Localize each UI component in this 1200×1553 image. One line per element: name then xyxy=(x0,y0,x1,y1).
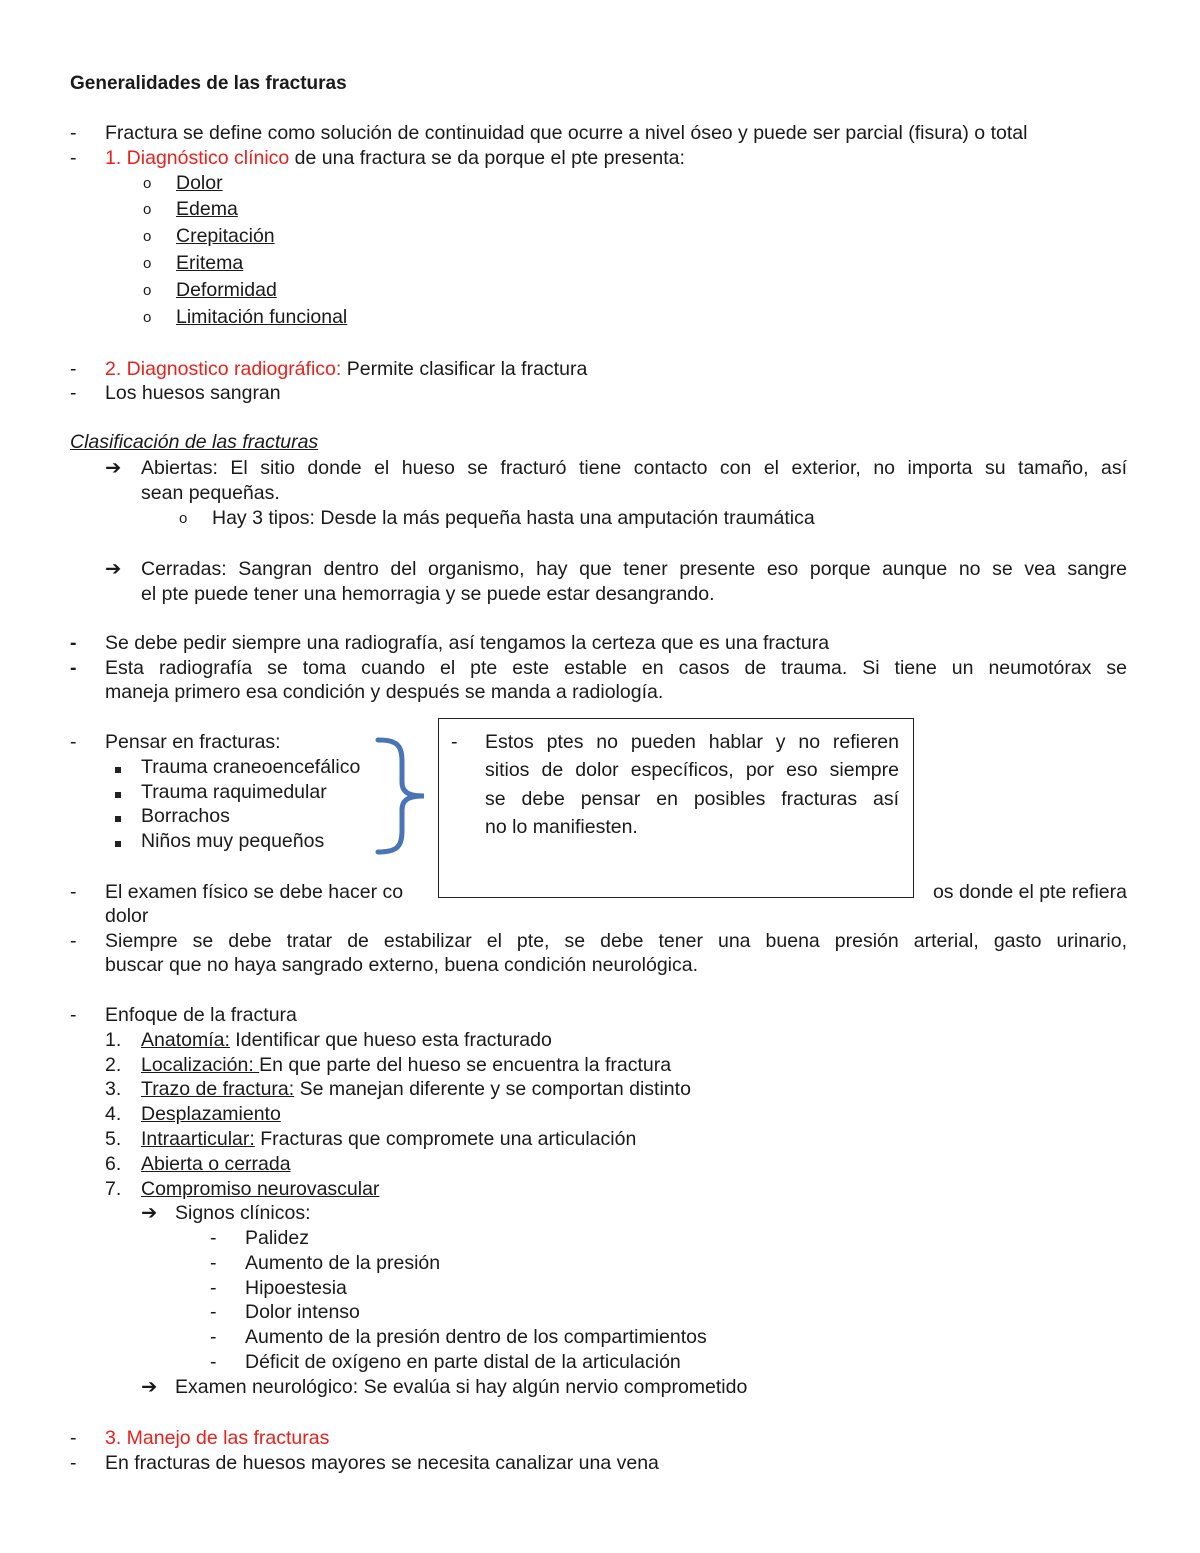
list-item: Eritema xyxy=(176,252,244,274)
diag-radiografico-line xyxy=(105,357,587,381)
list-item: Edema xyxy=(176,198,238,220)
stabilize-text: Siempre se debe tratar de estabilizar el pte, se debe tener una buena presión arterial, gasto urinario, xyxy=(105,930,1127,952)
diag-clinico-line xyxy=(105,146,685,170)
list-dash: - xyxy=(70,881,77,903)
step-number: 5. xyxy=(105,1128,122,1150)
step-number: 3. xyxy=(105,1078,122,1100)
list-bullet-o: o xyxy=(143,282,152,299)
list-dash: - xyxy=(210,1277,217,1299)
management-title: 3. Manejo de las fracturas xyxy=(105,1427,330,1449)
list-item xyxy=(141,1152,291,1176)
list-item: Palidez xyxy=(245,1227,309,1249)
clinical-signs-title: Signos clínicos: xyxy=(175,1202,311,1224)
step-label: Abierta o cerrada xyxy=(141,1153,291,1175)
note-line: Estos ptes no pueden hablar y no refieren xyxy=(485,731,899,753)
exam-text-cont: dolor xyxy=(105,905,149,927)
exam-text-left: El examen físico se debe hacer co xyxy=(105,881,404,903)
list-item: Deformidad xyxy=(176,279,277,301)
list-item: Aumento de la presión dentro de los compartimientos xyxy=(245,1326,707,1348)
vein-text: En fracturas de huesos mayores se necesita canalizar una vena xyxy=(105,1452,659,1474)
list-dash: - xyxy=(70,122,77,144)
neuro-exam-text: Examen neurológico: Se evalúa si hay algún nervio comprometido xyxy=(175,1376,748,1398)
list-item xyxy=(141,1028,552,1052)
step-label: Anatomía: xyxy=(141,1029,230,1051)
step-text: Identificar que hueso esta fracturado xyxy=(229,1029,552,1051)
list-item xyxy=(141,1077,691,1101)
open-fracture-text-cont: sean pequeñas. xyxy=(141,482,280,504)
list-item xyxy=(141,1102,281,1126)
list-item: Dolor xyxy=(176,172,223,194)
note-textbox xyxy=(438,718,914,898)
list-bullet-o: o xyxy=(143,309,152,326)
list-dash: - xyxy=(210,1326,217,1348)
list-item: Aumento de la presión xyxy=(245,1252,441,1274)
list-dash: - xyxy=(210,1301,217,1323)
list-bullet-o: o xyxy=(143,201,152,218)
list-item: Niños muy pequeños xyxy=(141,830,325,852)
square-bullet-icon xyxy=(115,755,121,779)
list-bullet-o: o xyxy=(143,255,152,272)
list-item: Trauma craneoencefálico xyxy=(141,756,361,778)
xray-stable-text-cont: maneja primero esa condición y después se manda a radiología. xyxy=(105,681,664,703)
bleed-text: Los huesos sangran xyxy=(105,382,281,404)
list-dash: - xyxy=(210,1227,217,1249)
xray-always-text: Se debe pedir siempre una radiografía, así tengamos la certeza que es una fractura xyxy=(105,632,830,654)
note-line: se debe pensar en posibles fracturas así xyxy=(485,788,899,810)
list-dash: - xyxy=(70,632,77,654)
open-types-text: Hay 3 tipos: Desde la más pequeña hasta una amputación traumática xyxy=(212,507,815,529)
list-item: Borrachos xyxy=(141,805,230,827)
step-label: Compromiso neurovascular xyxy=(141,1178,380,1200)
closed-fracture-text-cont: el pte puede tener una hemorragia y se puede estar desangrando. xyxy=(141,583,715,605)
list-dash: - xyxy=(70,731,77,753)
step-number: 6. xyxy=(105,1153,122,1175)
list-item xyxy=(141,1177,379,1201)
list-dash: - xyxy=(451,731,458,753)
section-title-clasificacion: Clasificación de las fracturas xyxy=(70,431,319,453)
think-fractures-text: Pensar en fracturas: xyxy=(105,731,281,753)
list-item xyxy=(141,1127,636,1151)
list-dash: - xyxy=(210,1252,217,1274)
step-number: 2. xyxy=(105,1054,122,1076)
arrow-icon: ➔ xyxy=(105,457,122,479)
step-number: 4. xyxy=(105,1103,122,1125)
list-dash: - xyxy=(70,382,77,404)
list-item: Trauma raquimedular xyxy=(141,781,327,803)
curly-brace-icon xyxy=(372,736,432,856)
list-item: Limitación funcional xyxy=(176,306,348,328)
list-dash: - xyxy=(210,1351,217,1373)
diag-radiografico-text: Permite clasificar la fractura xyxy=(341,358,588,380)
stabilize-text-cont: buscar que no haya sangrado externo, buena condición neurológica. xyxy=(105,954,699,976)
square-bullet-icon xyxy=(115,780,121,804)
list-item: Crepitación xyxy=(176,225,275,247)
arrow-icon: ➔ xyxy=(105,558,122,580)
diag-clinico-text: de una fractura se da porque el pte presenta: xyxy=(289,147,685,169)
list-item: Hipoestesia xyxy=(245,1277,347,1299)
step-label: Intraarticular: xyxy=(141,1128,255,1150)
list-bullet-o: o xyxy=(143,175,152,192)
diag-radiografico-label: 2. Diagnostico radiográfico: xyxy=(105,358,342,380)
xray-stable-text: Esta radiografía se toma cuando el pte este estable en casos de trauma. Si tiene un neumotórax se xyxy=(105,657,1127,679)
list-bullet-o: o xyxy=(143,228,152,245)
closed-fracture-text: Cerradas: Sangran dentro del organismo, hay que tener presente eso porque aunque no se vea sangre xyxy=(141,558,1127,580)
square-bullet-icon xyxy=(115,829,121,853)
list-dash: - xyxy=(70,657,77,679)
arrow-icon: ➔ xyxy=(141,1376,158,1398)
note-line: sitios de dolor específicos, por eso siempre xyxy=(485,759,899,781)
step-label: Desplazamiento xyxy=(141,1103,281,1125)
step-text: Fracturas que compromete una articulación xyxy=(254,1128,637,1150)
open-fracture-text: Abiertas: El sitio donde el hueso se fracturó tiene contacto con el exterior, no importa su tamaño, así xyxy=(141,457,1127,479)
arrow-icon: ➔ xyxy=(141,1202,158,1224)
list-dash: - xyxy=(70,1452,77,1474)
step-number: 7. xyxy=(105,1178,122,1200)
list-dash: - xyxy=(70,147,77,169)
list-item xyxy=(141,1053,671,1077)
note-line: no lo manifiesten. xyxy=(485,816,638,838)
list-item: Dolor intenso xyxy=(245,1301,360,1323)
list-dash: - xyxy=(70,930,77,952)
list-dash: - xyxy=(70,1004,77,1026)
list-bullet-o: o xyxy=(179,510,188,527)
list-item: Déficit de oxígeno en parte distal de la articulación xyxy=(245,1351,681,1373)
step-label: Localización: xyxy=(141,1054,260,1076)
list-dash: - xyxy=(70,1427,77,1449)
exam-text-right: os donde el pte refiera xyxy=(932,881,1127,903)
square-bullet-icon xyxy=(115,804,121,828)
step-number: 1. xyxy=(105,1029,122,1051)
approach-title: Enfoque de la fractura xyxy=(105,1004,297,1026)
diag-clinico-label: 1. Diagnóstico clínico xyxy=(105,147,290,169)
step-label: Trazo de fractura: xyxy=(141,1078,295,1100)
step-text: Se manejan diferente y se comportan distinto xyxy=(294,1078,691,1100)
definition-text: Fractura se define como solución de continuidad que ocurre a nivel óseo y puede ser parcial (fisura) o total xyxy=(105,122,1028,144)
page-title: Generalidades de las fracturas xyxy=(70,73,347,94)
step-text: En que parte del hueso se encuentra la fractura xyxy=(259,1054,672,1076)
list-dash: - xyxy=(70,358,77,380)
